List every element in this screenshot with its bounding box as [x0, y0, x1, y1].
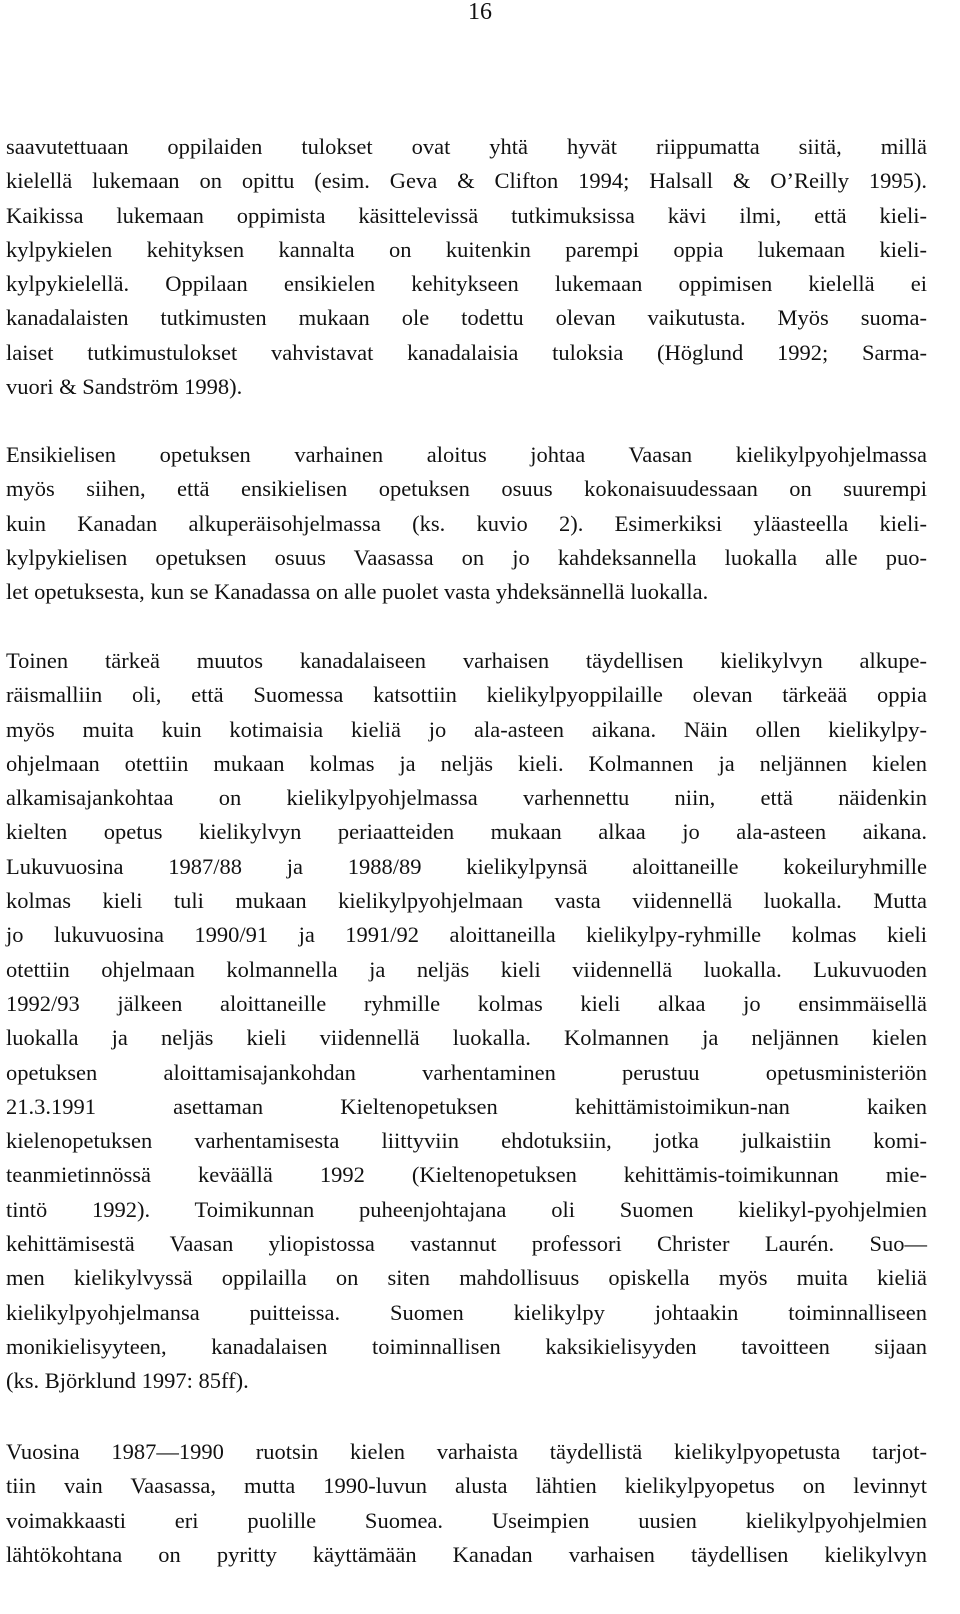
text-line: laiset tutkimustulokset vahvistavat kanadalaisia tuloksia (Höglund 1992; Sarma- [6, 339, 927, 365]
text-line: Ensikielisen opetuksen varhainen aloitus johtaa Vaasan kielikylpyohjelmassa [6, 442, 927, 467]
text-line: saavutettuaan oppilaiden tulokset ovat yhtä hyvät riippumatta siitä, millä [6, 134, 927, 159]
text-line: kylpykielisen opetuksen osuus Vaasassa on jo kahdeksannella luokalla alle puo- [6, 544, 927, 570]
text-line: kolmas kieli tuli mukaan kielikylpyohjelmaan vasta viidennellä luokalla. Mutta [6, 888, 927, 914]
text-line: kylpykielellä. Oppilaan ensikielen kehitykseen lukemaan oppimisen kielellä ei [6, 271, 927, 297]
text-line: lähtökohtana on pyritty käyttämään Kanadan varhaisen täydellisen kielikylvyn [6, 1541, 927, 1567]
paragraph-4 [6, 1435, 927, 1572]
text-line: kuin Kanadan alkuperäisohjelmassa (ks. kuvio 2). Esimerkiksi yläasteella kieli- [6, 510, 927, 536]
paragraph-1 [6, 130, 927, 404]
text-line: let opetuksesta, kun se Kanadassa on alle puolet vasta yhdeksännellä luokalla. [6, 579, 709, 605]
text-line: ohjelmaan otettiin mukaan kolmas ja neljäs kieli. Kolmannen ja neljännen kielen [6, 750, 927, 776]
paragraph-2 [6, 438, 927, 609]
text-line: men kielikylvyssä oppilailla on siten mahdollisuus opiskella myös muita kieliä [6, 1265, 927, 1291]
text-line: kylpykielen kehityksen kannalta on kuitenkin parempi oppia lukemaan kieli- [6, 236, 927, 262]
page-number: 16 [468, 0, 492, 25]
text-line: Lukuvuosina 1987/88 ja 1988/89 kielikylpynsä aloittaneille kokeiluryhmille [6, 853, 927, 879]
text-line: voimakkaasti eri puolille Suomea. Useimpien uusien kielikylpyohjelmien [6, 1507, 927, 1533]
text-line: alkamisajankohtaa on kielikylpyohjelmassa varhennettu niin, että näidenkin [6, 785, 927, 811]
text-line: kehittämisestä Vaasan yliopistossa vastannut professori Christer Laurén. Suo— [6, 1231, 927, 1257]
text-line: myös siihen, että ensikielisen opetuksen osuus kokonaisuudessaan on suurempi [6, 476, 927, 502]
text-line: kielten opetus kielikylvyn periaatteiden mukaan alkaa jo ala-asteen aikana. [6, 819, 927, 845]
text-line: kielenopetuksen varhentamisesta liittyviin ehdotuksiin, jotka julkaistiin komi- [6, 1128, 927, 1154]
text-line: räismalliin oli, että Suomessa katsottiin kielikylpyoppilaille olevan tärkeää oppia [6, 682, 927, 708]
text-line: luokalla ja neljäs kieli viidennellä luokalla. Kolmannen ja neljännen kielen [6, 1025, 927, 1051]
text-line: tiin vain Vaasassa, mutta 1990-luvun alusta lähtien kielikylpyopetus on levinnyt [6, 1473, 927, 1499]
text-line: kielellä lukemaan on opittu (esim. Geva & Clifton 1994; Halsall & O’Reilly 1995). [6, 168, 927, 194]
text-line: tintö 1992). Toimikunnan puheenjohtajana oli Suomen kielikyl-pyohjelmien [6, 1196, 927, 1222]
text-line: kielikylpyohjelmansa puitteissa. Suomen kielikylpy johtaakin toiminnalliseen [6, 1299, 927, 1325]
text-line: myös muita kuin kotimaisia kieliä jo ala-asteen aikana. Näin ollen kielikylpy- [6, 716, 927, 742]
text-line: opetuksen aloittamisajankohdan varhentaminen perustuu opetusministeriön [6, 1059, 927, 1085]
paragraph-3 [6, 644, 927, 1399]
text-line: teanmietinnössä keväällä 1992 (Kieltenopetuksen kehittämis-toimikunnan mie- [6, 1162, 927, 1188]
text-line: 1992/93 jälkeen aloittaneille ryhmille kolmas kieli alkaa jo ensimmäisellä [6, 990, 927, 1016]
text-line: jo lukuvuosina 1990/91 ja 1991/92 aloittaneilla kielikylpy-ryhmille kolmas kieli [6, 922, 927, 948]
text-line: 21.3.1991 asettaman Kieltenopetuksen kehittämistoimikun-nan kaiken [6, 1093, 927, 1119]
text-line: Kaikissa lukemaan oppimista käsittelevissä tutkimuksissa kävi ilmi, että kieli- [6, 202, 927, 228]
text-line: Vuosina 1987—1990 ruotsin kielen varhaista täydellistä kielikylpyopetusta tarjot- [6, 1439, 927, 1464]
text-line: kanadalaisten tutkimusten mukaan ole todettu olevan vaikutusta. Myös suoma- [6, 305, 927, 331]
text-line: Toinen tärkeä muutos kanadalaiseen varhaisen täydellisen kielikylvyn alkupe- [6, 648, 927, 673]
text-line: vuori & Sandström 1998). [6, 374, 243, 400]
text-line: otettiin ohjelmaan kolmannella ja neljäs kieli viidennellä luokalla. Lukuvuoden [6, 956, 927, 982]
text-line: monikielisyyteen, kanadalaisen toiminnallisen kaksikielisyyden tavoitteen sijaan [6, 1333, 927, 1359]
text-line: (ks. Björklund 1997: 85ff). [6, 1368, 249, 1394]
